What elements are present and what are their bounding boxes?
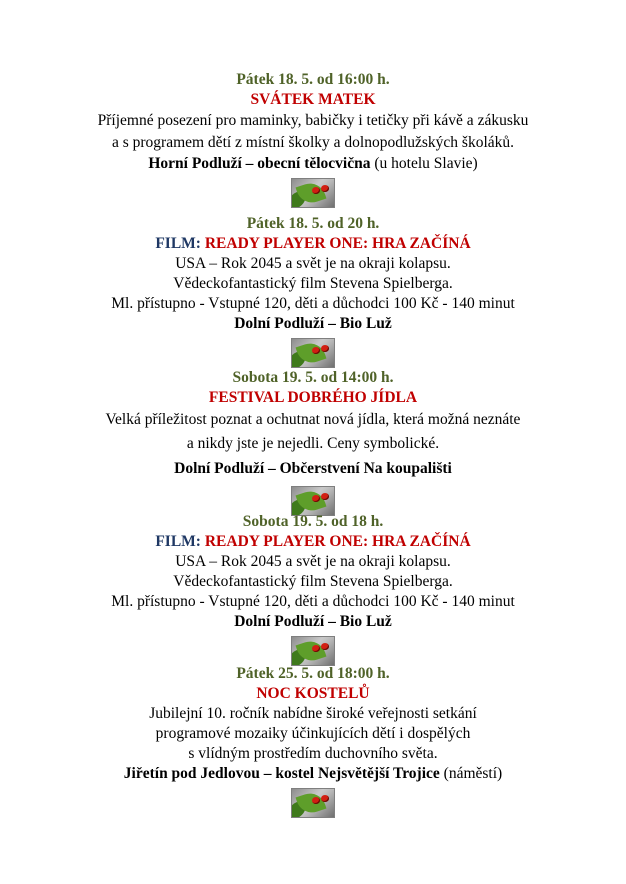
event-desc-line: a s programem dětí z místní školky a dolnopodlužských školáků. [111,134,515,151]
event-svatek-matek [0,70,626,208]
event-place-name: Dolní Podluží – Občerstvení Na koupališti [174,460,452,477]
event-place-note: (u hotelu Slavie) [370,155,478,172]
event-desc-line: Ml. přístupno - Vstupné 120, děti a důchodci 100 Kč - 140 minut [111,295,515,312]
film-prefix: FILM: [155,235,205,252]
event-date: Pátek 18. 5. od 20 h. [246,215,380,232]
event-desc-line: programové mozaiky účinkujících dětí i dospělých [155,725,471,742]
event-desc-line: a nikdy jste je nejedli. Ceny symbolické. [186,435,440,452]
event-title-row [0,234,626,254]
event-place-name: Jiřetín pod Jedlovou – kostel Nejsvětější Trojice [123,765,440,782]
film-prefix: FILM: [155,533,205,550]
event-desc-line: USA – Rok 2045 a svět je na okraji kolapsu. [175,553,451,570]
ladybug-leaf-image [291,788,335,818]
event-place [0,154,626,174]
event-desc-line: USA – Rok 2045 a svět je na okraji kolapsu. [175,255,451,272]
event-desc-line: Vědeckofantastický film Stevena Spielberga. [173,275,453,292]
event-place [0,764,626,784]
event-place-name: Horní Podluží – obecní tělocvična [148,155,371,172]
event-desc-line: Ml. přístupno - Vstupné 120, děti a důchodci 100 Kč - 140 minut [111,593,515,610]
event-title: FESTIVAL DOBRÉHO JÍDLA [208,389,418,406]
event-film-2 [0,512,626,666]
event-desc-line: Velká příležitost poznat a ochutnat nová jídla, která možná neznáte [105,411,521,428]
ladybug-leaf-image [291,178,335,208]
event-title: READY PLAYER ONE: HRA ZAČÍNÁ [204,235,471,252]
event-date: Sobota 19. 5. od 14:00 h. [232,369,394,386]
event-desc-line: Vědeckofantastický film Stevena Spielberga. [173,573,453,590]
event-place-name: Dolní Podluží – Bio Luž [234,315,392,332]
event-festival-jidla [0,368,626,516]
event-title-row [0,532,626,552]
event-date: Sobota 19. 5. od 18 h. [242,513,384,530]
event-desc-line: Příjemné posezení pro maminky, babičky i tetičky při kávě a zákusku [97,112,529,129]
event-noc-kostelu [0,664,626,818]
event-title: SVÁTEK MATEK [250,91,376,108]
ladybug-leaf-image [291,636,335,666]
event-place-name: Dolní Podluží – Bio Luž [234,613,392,630]
event-title: NOC KOSTELŮ [256,685,370,702]
ladybug-leaf-image [291,338,335,368]
event-desc-line: s vlídným prostředím duchovního světa. [188,745,438,762]
event-date: Pátek 25. 5. od 18:00 h. [236,665,390,682]
event-desc-line: Jubilejní 10. ročník nabídne široké veřejnosti setkání [149,705,477,722]
event-title: READY PLAYER ONE: HRA ZAČÍNÁ [204,533,471,550]
event-film-1 [0,214,626,368]
event-date: Pátek 18. 5. od 16:00 h. [236,71,390,88]
event-place-note: (náměstí) [439,765,503,782]
